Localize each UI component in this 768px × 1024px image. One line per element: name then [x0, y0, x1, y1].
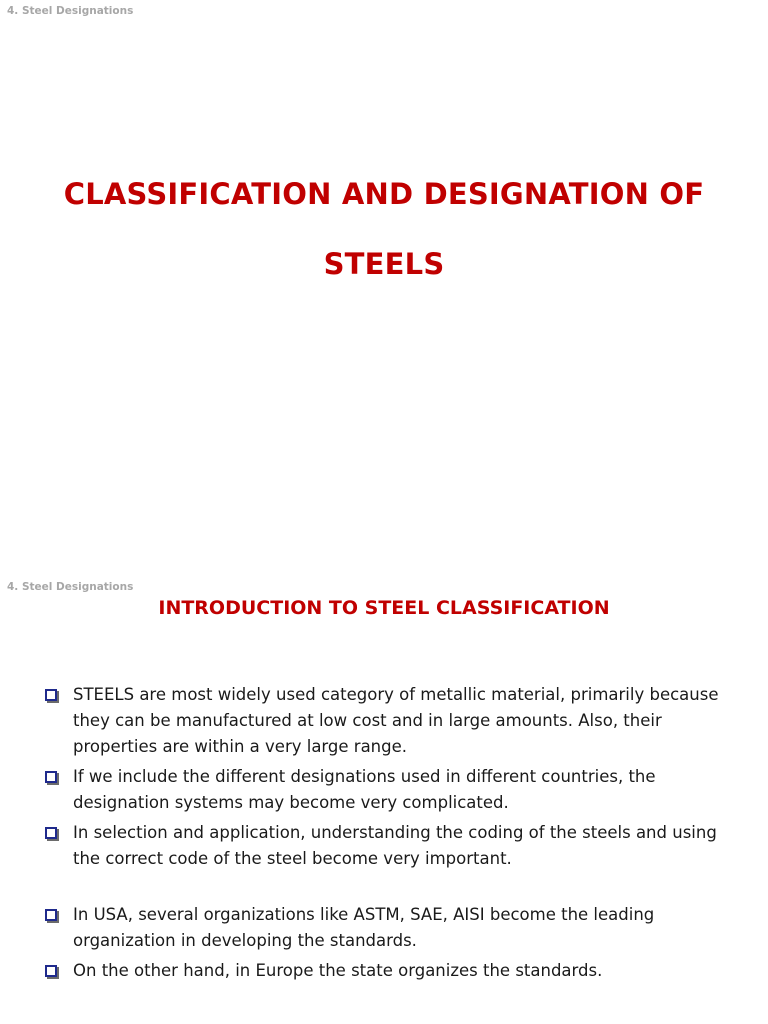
bullet-text: On the other hand, in Europe the state organizes the standards.	[73, 961, 603, 980]
hollow-square-bullet-icon	[45, 965, 57, 977]
bullet-text: If we include the different designations used in different countries, the designation systems may become very complicated.	[73, 767, 656, 812]
bullet-text: In USA, several organizations like ASTM, SAE, AISI become the leading organization in developing the standards.	[73, 905, 655, 950]
bullet-text: In selection and application, understanding the coding of the steels and using the correct code of the steel become very important.	[73, 823, 717, 868]
running-header: 4. Steel Designations	[7, 581, 134, 593]
hollow-square-bullet-icon	[45, 827, 57, 839]
bullet-text: STEELS are most widely used category of metallic material, primarily because they can be manufactured at low cost and in large amounts. Also, their properties are within a very large range.	[73, 685, 719, 756]
list-item	[44, 902, 734, 954]
list-item	[44, 820, 734, 872]
list-item	[44, 682, 734, 760]
title-line-1: CLASSIFICATION AND DESIGNATION OF	[63, 177, 705, 211]
hollow-square-bullet-icon	[45, 689, 57, 701]
running-header: 4. Steel Designations	[7, 5, 134, 17]
hollow-square-bullet-icon	[45, 909, 57, 921]
title-line-2: STEELS	[323, 247, 445, 281]
list-item	[44, 958, 734, 984]
bullet-list	[44, 682, 734, 988]
hollow-square-bullet-icon	[45, 771, 57, 783]
slide-main-title	[0, 159, 768, 299]
slide-introduction	[0, 576, 768, 1024]
section-heading: INTRODUCTION TO STEEL CLASSIFICATION	[158, 597, 610, 619]
list-item	[44, 764, 734, 816]
